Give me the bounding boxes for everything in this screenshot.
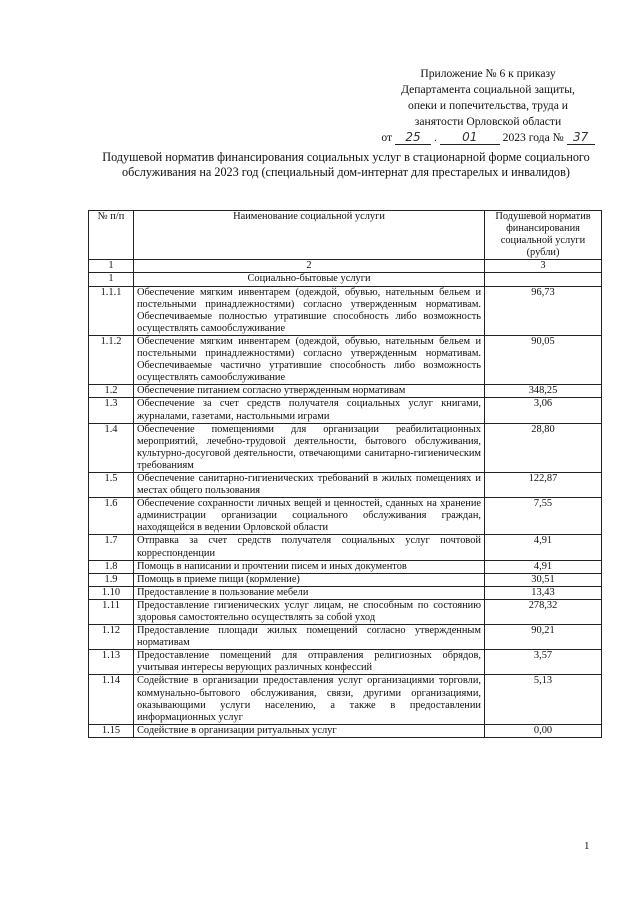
row-num: 1.4 [89,423,134,472]
annex-block [378,66,598,146]
row-name: Отправка за счет средств получателя социальных услуг почтовой корреспонденции [134,535,485,560]
table-row [89,423,602,472]
row-name: Обеспечение питанием согласно утвержденным нормативам [134,385,485,398]
table-header-row [89,211,602,260]
row-value: 122,87 [485,472,602,497]
section-row [89,273,602,286]
row-num: 1.1.1 [89,286,134,335]
section-num: 1 [89,273,134,286]
row-name: Помощь в написании и прочтении писем и иных документов [134,560,485,573]
row-value: 30,51 [485,573,602,586]
annex-line-2: Департамента социальной защиты, [401,83,575,96]
row-name: Предоставление помещений для отправления религиозных обрядов, учитывая интересы верующих различных конфессий [134,650,485,675]
row-value: 96,73 [485,286,602,335]
row-num: 1.14 [89,675,134,724]
row-name: Содействие в организации ритуальных услуг [134,724,485,737]
table-row [89,286,602,335]
table-row [89,675,602,724]
order-date-line [378,130,598,146]
date-separator: . [433,131,437,144]
header-num: № п/п [89,211,134,260]
header-name: Наименование социальной услуги [134,211,485,260]
norm-table [88,210,602,738]
col-number-2: 2 [134,260,485,273]
row-num: 1.6 [89,498,134,535]
row-value: 28,80 [485,423,602,472]
date-prefix: от [381,131,393,144]
row-name: Обеспечение за счет средств получателя социальных услуг книгами, журналами, газетами, настольными играми [134,398,485,423]
table-row [89,599,602,624]
row-num: 1.5 [89,472,134,497]
table-row [89,385,602,398]
handwritten-month: 01 [440,131,500,145]
row-name: Содействие в организации предоставления услуг организациями торговли, коммунально-бытового обслуживания, связи, другими организациями, оказывающими услуги населению, а также в предоставлении информационных услуг [134,675,485,724]
row-num: 1.11 [89,599,134,624]
table-row [89,625,602,650]
annex-line-1: Приложение № 6 к приказу [420,67,556,80]
row-num: 1.7 [89,535,134,560]
row-value: 5,13 [485,675,602,724]
table-row [89,472,602,497]
row-num: 1.9 [89,573,134,586]
row-num: 1.10 [89,586,134,599]
table-row [89,724,602,737]
page-number: 1 [584,840,590,852]
date-suffix: 2023 года № [502,131,564,144]
row-value: 0,00 [485,724,602,737]
row-name: Помощь в приеме пищи (кормление) [134,573,485,586]
annex-line-4: занятости Орловской области [414,115,562,128]
row-name: Обеспечение санитарно-гигиенических требований в жилых помещениях и местах общего пользования [134,472,485,497]
section-value-empty [485,273,602,286]
table-row [89,498,602,535]
row-value: 3,57 [485,650,602,675]
handwritten-order-number: 37 [567,131,595,145]
row-value: 4,91 [485,535,602,560]
row-num: 1.3 [89,398,134,423]
table-row [89,535,602,560]
table-row [89,335,602,384]
table-row [89,560,602,573]
row-name: Обеспечение мягким инвентарем (одеждой, обувью, нательным бельем и постельными принадлежностями) согласно утвержденным нормативам. Обеспечиваемые полностью утратившие способность либо возможность осуществлять самообслуживание [134,286,485,335]
row-name: Обеспечение мягким инвентарем (одеждой, обувью, нательным бельем и постельными принадлежностями) согласно утвержденным нормативам. Обеспечиваемые частично утратившие способность либо возможность осуществлять самообслуживание [134,335,485,384]
row-value: 7,55 [485,498,602,535]
col-number-3: 3 [485,260,602,273]
row-value: 90,21 [485,625,602,650]
handwritten-day: 25 [395,131,431,145]
row-num: 1.1.2 [89,335,134,384]
row-name: Обеспечение помещениями для организации реабилитационных мероприятий, лечебно-трудовой деятельности, бытового обслуживания, культурно-досуговой деятельности, отвечающими санитарно-гигиеническим требованиям [134,423,485,472]
row-name: Предоставление площади жилых помещений согласно утвержденным нормативам [134,625,485,650]
col-number-1: 1 [89,260,134,273]
row-num: 1.2 [89,385,134,398]
row-value: 90,05 [485,335,602,384]
table-row [89,586,602,599]
table-row [89,573,602,586]
annex-line-3: опеки и попечительства, труда и [408,99,568,112]
row-num: 1.13 [89,650,134,675]
row-value: 3,06 [485,398,602,423]
row-num: 1.12 [89,625,134,650]
row-num: 1.8 [89,560,134,573]
row-name: Предоставление в пользование мебели [134,586,485,599]
row-value: 4,91 [485,560,602,573]
table-row [89,650,602,675]
row-value: 13,43 [485,586,602,599]
column-number-row [89,260,602,273]
section-name: Социально-бытовые услуги [134,273,485,286]
header-value: Подушевой норматив финансирования социальной услуги (рубли) [485,211,602,260]
row-value: 278,32 [485,599,602,624]
table-row [89,398,602,423]
row-name: Предоставление гигиенических услуг лицам, не способным по состоянию здоровья самостоятельно осуществлять за собой уход [134,599,485,624]
row-num: 1.15 [89,724,134,737]
row-value: 348,25 [485,385,602,398]
row-name: Обеспечение сохранности личных вещей и ценностей, сданных на хранение администрации организации социального обслуживания граждан, находящейся в ведении Орловской области [134,498,485,535]
document-title: Подушевой норматив финансирования социальных услуг в стационарной форме социального обслуживания на 2023 год (специальный дом-интернат для престарелых и инвалидов) [102,150,590,179]
